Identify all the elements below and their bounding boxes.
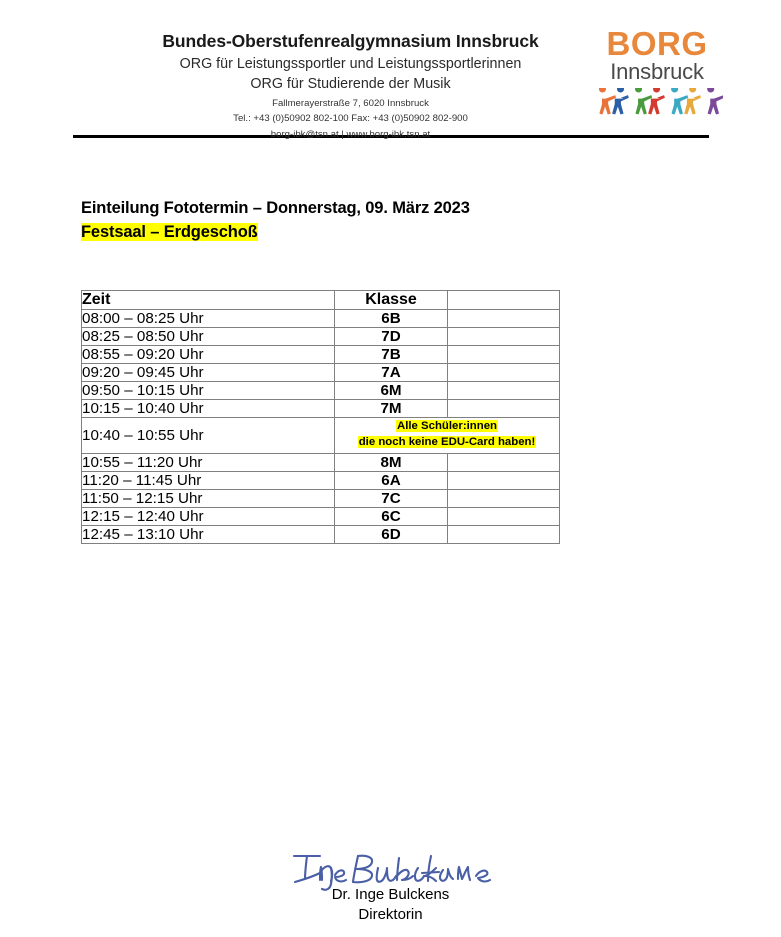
column-header-extra bbox=[448, 290, 560, 309]
page-title bbox=[81, 196, 781, 245]
cell-klasse: 8M bbox=[335, 453, 448, 471]
school-subtitle-sport: ORG für Leistungssportler und Leistungssportlerinnen bbox=[179, 55, 522, 72]
signer-name: Dr. Inge Bulckens bbox=[331, 886, 450, 903]
cell-zeit: 11:20 – 11:45 Uhr bbox=[82, 471, 335, 489]
cell-klasse: 6M bbox=[335, 381, 448, 399]
cell-klasse: 7B bbox=[335, 345, 448, 363]
table-row bbox=[82, 381, 560, 399]
cell-extra bbox=[448, 489, 560, 507]
people-chain-icon bbox=[591, 88, 723, 134]
table-header-row bbox=[82, 290, 560, 309]
school-address: Fallmerayerstraße 7, 6020 Innsbruck bbox=[272, 97, 429, 109]
school-name: Bundes-Oberstufenrealgymnasium Innsbruck bbox=[162, 31, 539, 51]
document-body bbox=[0, 138, 781, 544]
cell-zeit: 08:00 – 08:25 Uhr bbox=[82, 309, 335, 327]
table-row bbox=[82, 309, 560, 327]
note-wrapper bbox=[358, 418, 537, 451]
cell-extra bbox=[448, 453, 560, 471]
table-row bbox=[82, 507, 560, 525]
signature-block bbox=[0, 846, 781, 925]
table-row bbox=[82, 345, 560, 363]
cell-extra bbox=[448, 471, 560, 489]
column-header-zeit: Zeit bbox=[82, 290, 335, 309]
cell-extra bbox=[448, 327, 560, 345]
cell-zeit: 10:40 – 10:55 Uhr bbox=[82, 417, 335, 453]
cell-klasse: 6B bbox=[335, 309, 448, 327]
table-row bbox=[82, 525, 560, 543]
school-phone-fax: Tel.: +43 (0)50902 802-100 Fax: +43 (0)50902 802-900 bbox=[233, 113, 468, 125]
table-head bbox=[82, 290, 560, 309]
cell-zeit: 10:55 – 11:20 Uhr bbox=[82, 453, 335, 471]
cell-klasse: 6A bbox=[335, 471, 448, 489]
cell-extra bbox=[448, 345, 560, 363]
note-line-1-wrapper bbox=[358, 418, 537, 435]
note-line-2: die noch keine EDU-Card haben! bbox=[358, 436, 536, 449]
cell-extra bbox=[448, 363, 560, 381]
cell-zeit: 12:45 – 13:10 Uhr bbox=[82, 525, 335, 543]
school-logo bbox=[591, 25, 723, 134]
cell-klasse: 7A bbox=[335, 363, 448, 381]
cell-zeit: 10:15 – 10:40 Uhr bbox=[82, 399, 335, 417]
column-header-klasse: Klasse bbox=[335, 290, 448, 309]
cell-klasse: 6C bbox=[335, 507, 448, 525]
table-body bbox=[82, 309, 560, 543]
page-title-line-1: Einteilung Fototermin – Donnerstag, 09. März 2023 bbox=[81, 199, 470, 217]
cell-klasse: 6D bbox=[335, 525, 448, 543]
cell-klasse: 7M bbox=[335, 399, 448, 417]
cell-klasse: 7C bbox=[335, 489, 448, 507]
table-row bbox=[82, 327, 560, 345]
photo-schedule-table bbox=[81, 290, 560, 544]
table-row bbox=[82, 399, 560, 417]
cell-zeit: 12:15 – 12:40 Uhr bbox=[82, 507, 335, 525]
cell-zeit: 09:50 – 10:15 Uhr bbox=[82, 381, 335, 399]
note-line-1: Alle Schüler:innen bbox=[396, 419, 497, 432]
cell-klasse: 7D bbox=[335, 327, 448, 345]
cell-extra bbox=[448, 525, 560, 543]
logo-wordmark-borg: BORG bbox=[606, 25, 708, 62]
signer-role: Direktorin bbox=[358, 905, 423, 923]
cell-extra bbox=[448, 507, 560, 525]
cell-zeit: 08:55 – 09:20 Uhr bbox=[82, 345, 335, 363]
logo-wordmark-innsbruck: Innsbruck bbox=[610, 58, 704, 84]
page-title-line-2-wrapper bbox=[81, 220, 781, 244]
cell-extra bbox=[448, 309, 560, 327]
cell-note-edu-card bbox=[335, 417, 560, 453]
cell-extra bbox=[448, 399, 560, 417]
table-row bbox=[82, 453, 560, 471]
page-title-line-2: Festsaal – Erdgeschoß bbox=[81, 223, 258, 242]
cell-extra bbox=[448, 381, 560, 399]
cell-zeit: 09:20 – 09:45 Uhr bbox=[82, 363, 335, 381]
school-subtitle-music: ORG für Studierende der Musik bbox=[250, 76, 451, 93]
cell-zeit: 08:25 – 08:50 Uhr bbox=[82, 327, 335, 345]
table-row bbox=[82, 363, 560, 381]
letterhead bbox=[0, 0, 781, 140]
table-row bbox=[82, 417, 560, 453]
table-row bbox=[82, 489, 560, 507]
note-line-2-wrapper bbox=[358, 434, 537, 451]
cell-zeit: 11:50 – 12:15 Uhr bbox=[82, 489, 335, 507]
table-row bbox=[82, 471, 560, 489]
school-email-web: borg-ibk@tsn.at | www.borg-ibk.tsn.at bbox=[270, 128, 431, 140]
